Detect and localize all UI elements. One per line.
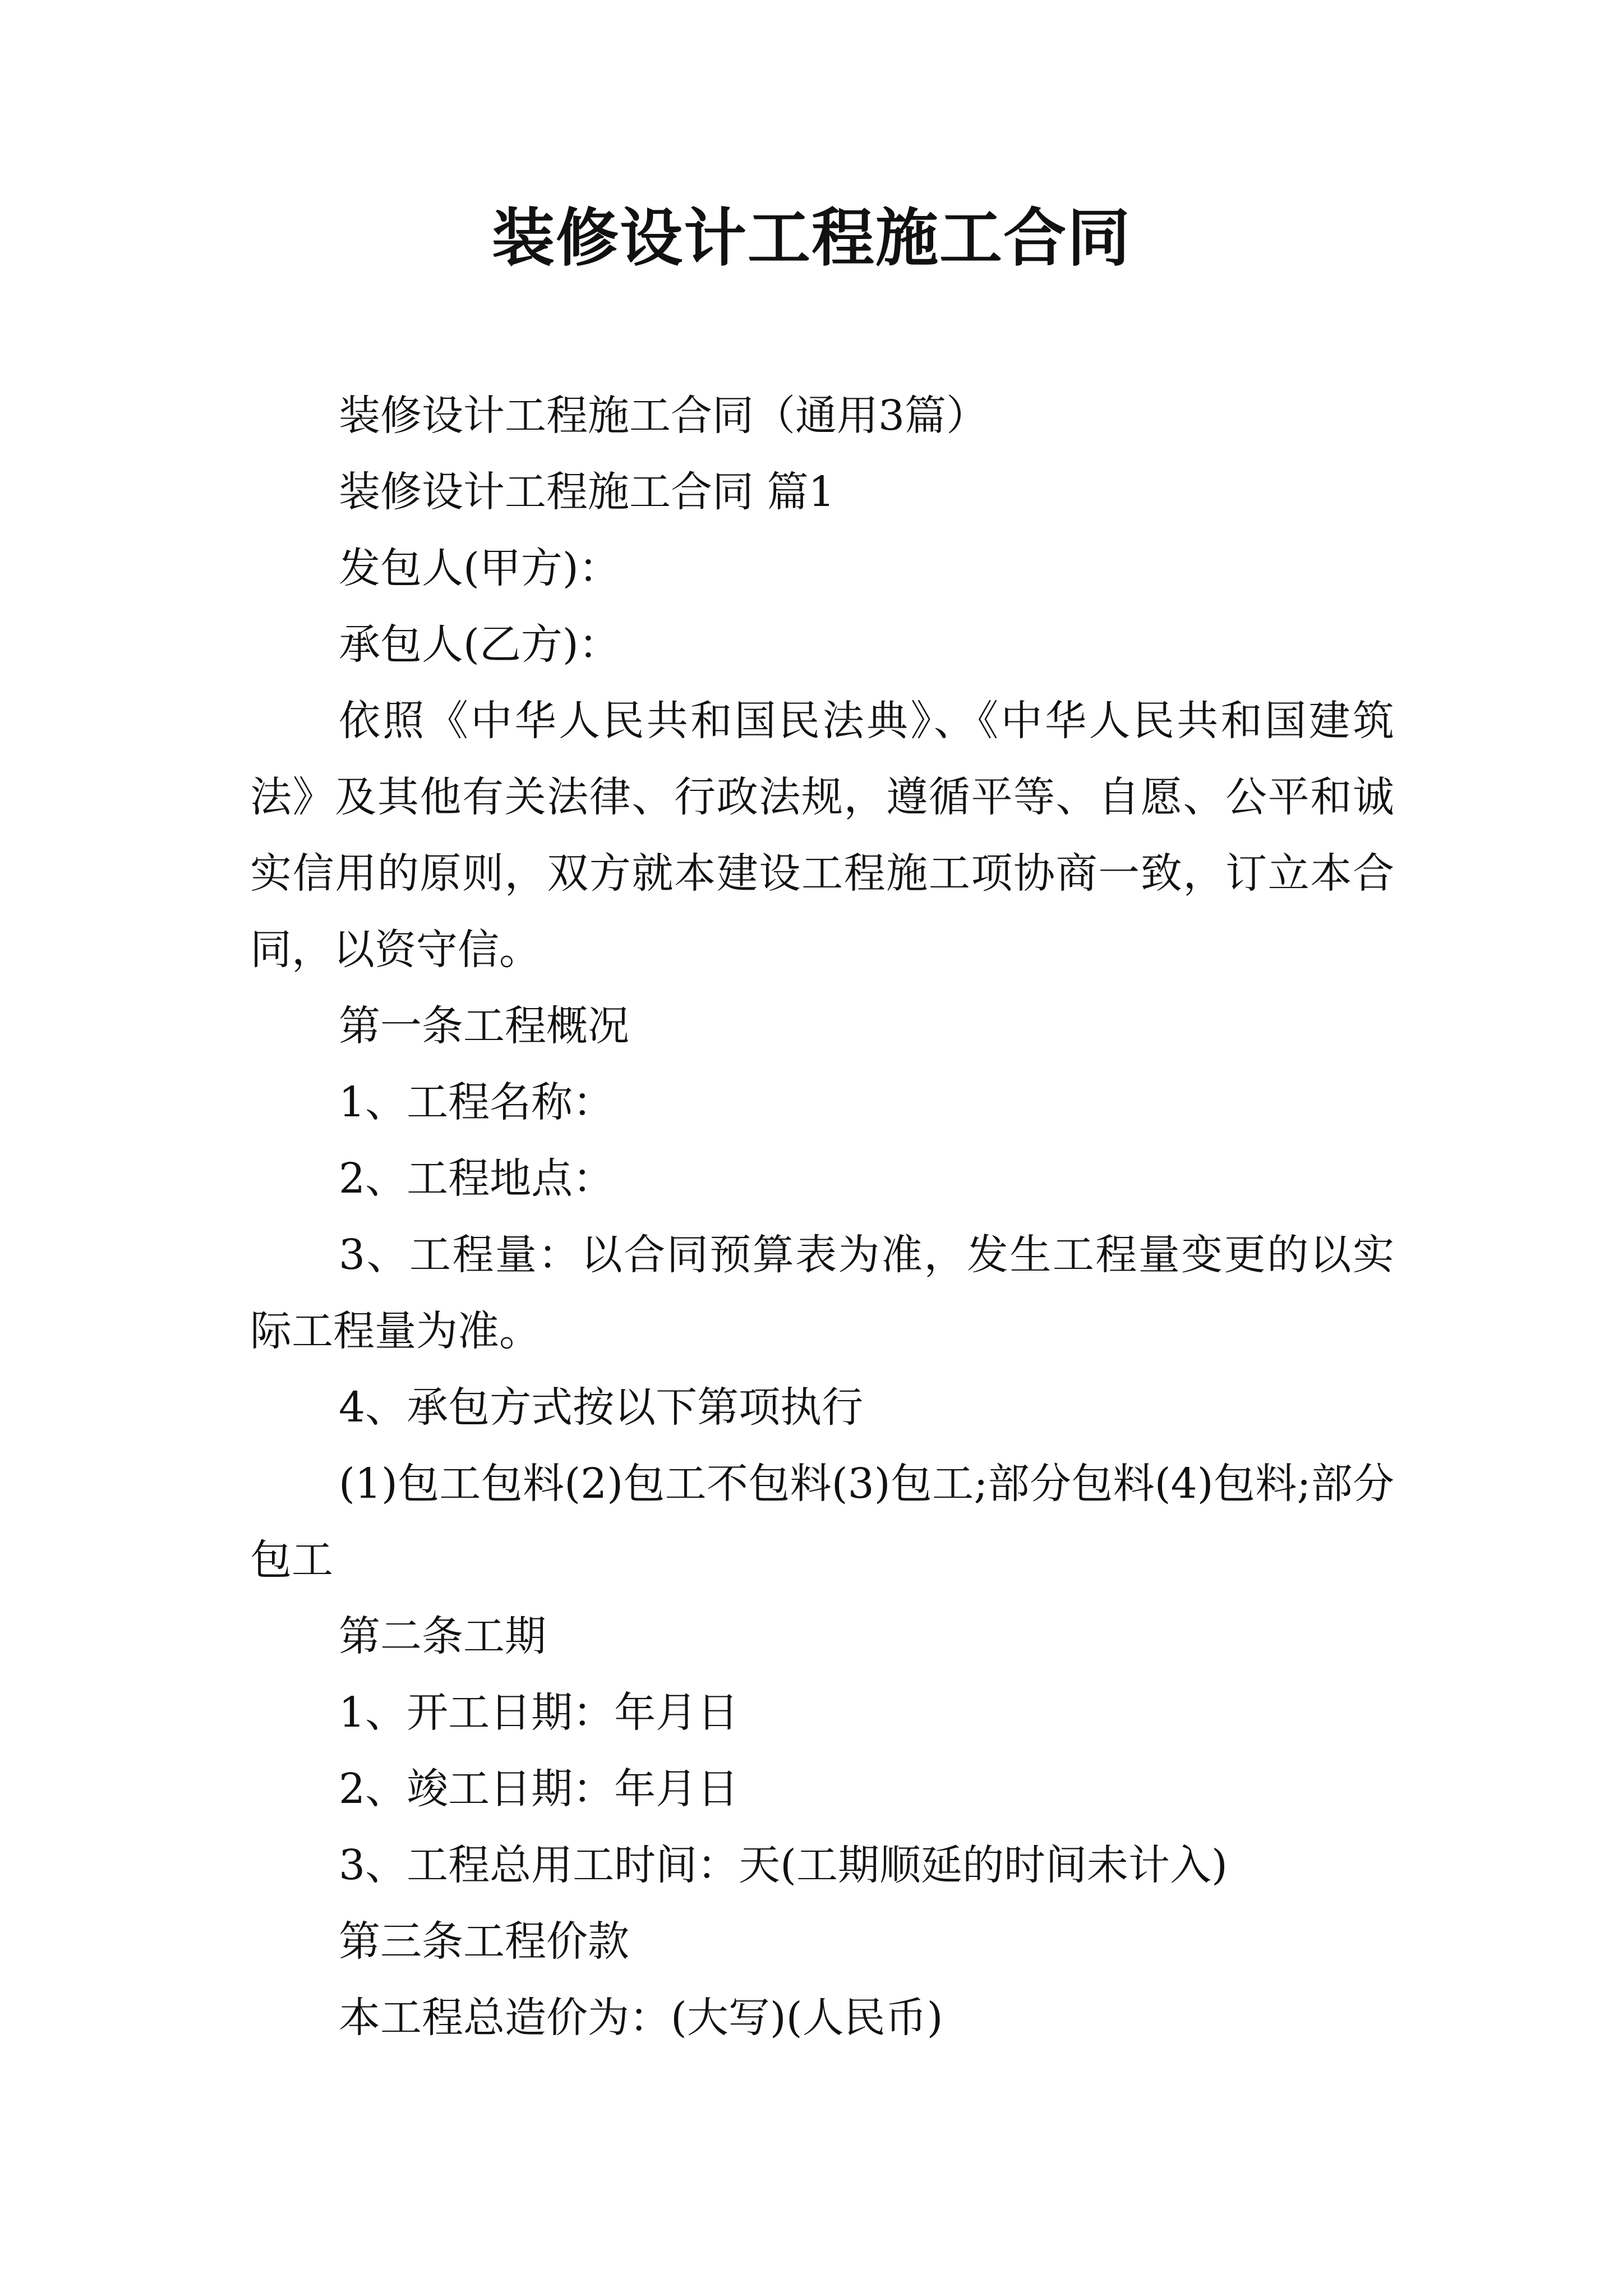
paragraph-project-name: 1、工程名称： xyxy=(339,1078,615,1126)
paragraph-article-1-heading: 第一条工程概况 xyxy=(339,1002,629,1050)
paragraph-project-quantity: 3、工程量：以合同预算表为准，发生工程量变更的以实际工程量为准。 xyxy=(250,1231,1394,1355)
paragraph-part-heading: 装修设计工程施工合同 篇1 xyxy=(339,468,835,516)
document-title: 装修设计工程施工合同 xyxy=(492,201,1131,275)
paragraph-completion-date: 2、竣工日期：年月日 xyxy=(339,1765,739,1813)
document-body xyxy=(250,378,1394,2056)
paragraph-total-cost: 本工程总造价为：(大写)(人民币) xyxy=(339,1994,943,2042)
paragraph-party-b: 承包人(乙方)： xyxy=(339,620,620,669)
paragraph-contract-options: (1)包工包料(2)包工不包料(3)包工;部分包料(4)包料;部分包工 xyxy=(250,1460,1394,1584)
paragraph-project-location: 2、工程地点： xyxy=(339,1154,615,1203)
paragraph-total-duration: 3、工程总用工时间：天(工期顺延的时间未计入) xyxy=(339,1841,1228,1889)
paragraph-article-3-heading: 第三条工程价款 xyxy=(339,1917,629,1966)
paragraph-contract-method: 4、承包方式按以下第项执行 xyxy=(339,1383,864,1432)
paragraph-party-a: 发包人(甲方)： xyxy=(339,544,620,592)
paragraph-article-2-heading: 第二条工期 xyxy=(339,1612,546,1660)
paragraph-preamble: 依照《中华人民共和国民法典》、《中华人民共和国建筑法》及其他有关法律、行政法规，遵循平等、自愿、公平和诚实信用的原则，双方就本建设工程施工项协商一致，订立本合同，以资守信。 xyxy=(250,697,1394,974)
paragraph-start-date: 1、开工日期：年月日 xyxy=(339,1688,739,1737)
paragraph-subtitle: 装修设计工程施工合同（通用3篇） xyxy=(339,392,988,440)
